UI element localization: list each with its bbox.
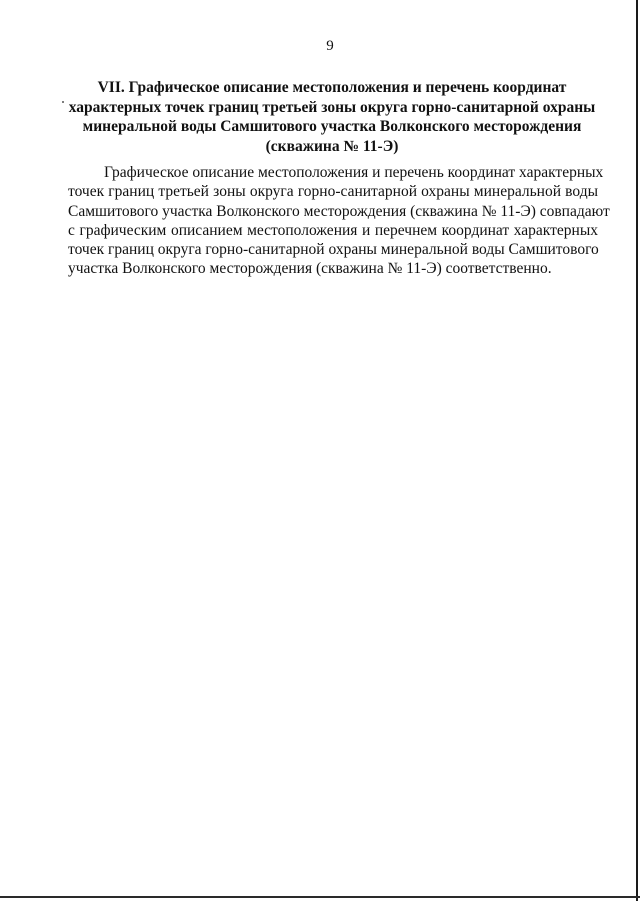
- heading-line: VII. Графическое описание местоположения и перечень координат: [97, 79, 567, 96]
- paragraph-line: точек границ округа горно-санитарной охраны минеральной воды Самшитового: [68, 241, 599, 259]
- paragraph-line: Графическое описание местоположения и перечень координат характерных: [104, 164, 604, 181]
- heading-line: минеральной воды Самшитового участка Волконского месторождения: [82, 118, 582, 135]
- scan-border-bottom: [0, 896, 640, 898]
- page-number: 9: [326, 38, 334, 54]
- paragraph-line: Самшитового участка Волконского месторождения (скважина № 11-Э) совпадают: [68, 202, 610, 220]
- section-heading: [62, 78, 602, 156]
- paragraph-line: с графическим описанием местоположения и перечнем координат характерных: [68, 221, 598, 239]
- paragraph-line: точек границ третьей зоны округа горно-санитарной охраны минеральной воды: [68, 183, 598, 201]
- paragraph-line: участка Волконского месторождения (скважина № 11-Э) соответственно.: [68, 260, 552, 278]
- heading-line: характерных точек границ третьей зоны округа горно-санитарной охраны: [68, 98, 596, 116]
- scan-border-right: [636, 0, 638, 901]
- body-paragraph: [68, 163, 610, 279]
- heading-line: (скважина № 11-Э): [265, 137, 399, 155]
